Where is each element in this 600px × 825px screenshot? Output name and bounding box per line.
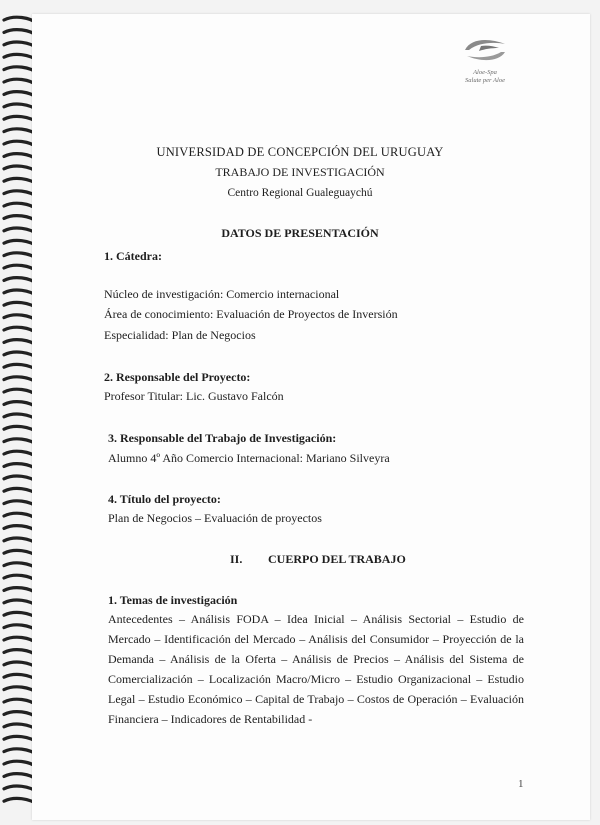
responsable-heading: 2. Responsable del Proyecto: <box>104 370 251 384</box>
aloe-spa-logo <box>454 36 516 85</box>
catedra-line-1: Núcleo de investigación: Comercio internacional <box>104 287 340 301</box>
logo-tagline: Salute per Aloe <box>465 77 505 84</box>
responsable-trabajo-heading: 3. Responsable del Trabajo de Investigación: <box>108 431 337 445</box>
catedra-line-3: Especialidad: Plan de Negocios <box>104 328 256 342</box>
responsable-trabajo-line-1: Alumno 4º Año Comercio Internacional: Mariano Silveyra <box>108 451 390 465</box>
page-number: 1 <box>518 778 524 790</box>
temas-heading: 1. Temas de investigación <box>108 593 238 607</box>
work-type: TRABAJO DE INVESTIGACIÓN <box>215 165 385 179</box>
regional-center: Centro Regional Gualeguaychú <box>227 187 373 199</box>
presentation-title: DATOS DE PRESENTACIÓN <box>221 226 379 240</box>
section-title: CUERPO DEL TRABAJO <box>268 552 406 566</box>
titulo-line-1: Plan de Negocios – Evaluación de proyectos <box>108 511 322 525</box>
swirl-logo-icon <box>461 36 509 64</box>
catedra-line-2: Área de conocimiento: Evaluación de Proyectos de Inversión <box>104 307 398 321</box>
titulo-heading: 4. Título del proyecto: <box>108 492 221 506</box>
university-title: UNIVERSIDAD DE CONCEPCIÓN DEL URUGUAY <box>156 145 444 159</box>
section-number: II. <box>230 552 243 566</box>
temas-paragraph: Antecedentes – Análisis FODA – Idea Inicial – Análisis Sectorial – Estudio de Mercado – Identificación del Mercado – Análisis del Consumidor – Proyección de la Demanda – Análisis de la Oferta – Análisis de Precios – Análisis del Sistema de Comercialización – Localización Macro/Micro – Estudio Organizacional – Estudio Legal – Estudio Económico – Capital de Trabajo – Costos de Operación – Evaluación Financiera – Indicadores de Rentabilidad - <box>108 612 524 726</box>
logo-name: Aloe-Spa <box>473 69 497 76</box>
responsable-line-1: Profesor Titular: Lic. Gustavo Falcón <box>104 389 284 403</box>
catedra-heading: 1. Cátedra: <box>104 249 162 263</box>
